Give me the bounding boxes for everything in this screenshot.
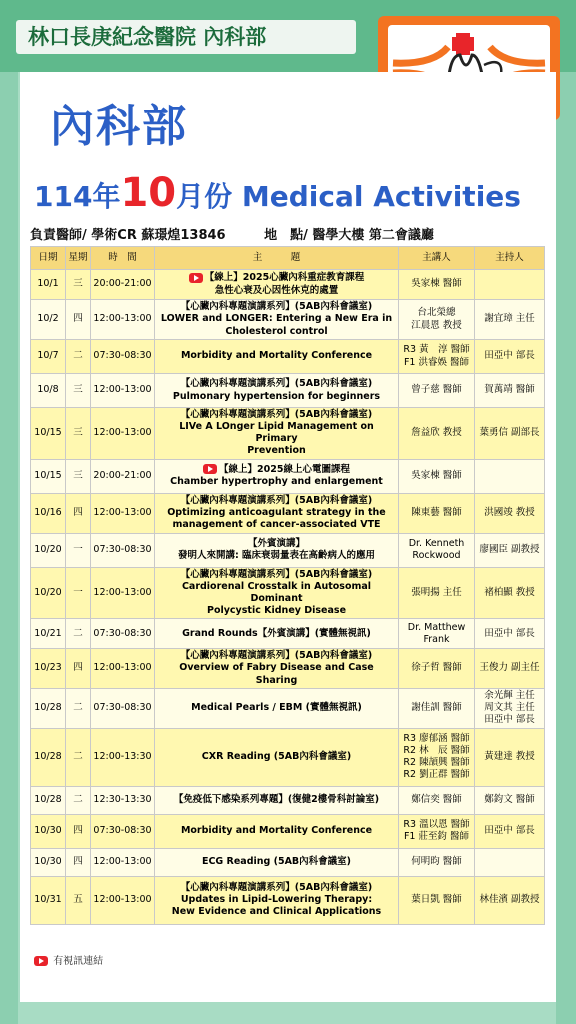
speaker-line: F1 莊至鈞 醫師 — [403, 831, 470, 843]
cell-speaker — [399, 340, 475, 374]
cell-day: 四 — [66, 649, 91, 688]
cell-speaker — [399, 493, 475, 533]
cell-day: 三 — [66, 459, 91, 493]
cell-date: 10/28 — [31, 728, 66, 786]
cell-day: 一 — [66, 567, 91, 619]
cell-date: 10/30 — [31, 848, 66, 876]
cell-time: 12:00-13:00 — [91, 300, 155, 340]
cell-host — [475, 567, 545, 619]
topic-line: Optimizing anticoagulant strategy in the — [167, 507, 386, 519]
host-line: 黃建達 教授 — [484, 751, 535, 763]
cell-day: 四 — [66, 814, 91, 848]
speaker-line: 謝佳訓 醫師 — [411, 702, 462, 714]
speaker-line: 何明昀 醫師 — [411, 856, 462, 868]
topic-line: New Evidence and Clinical Applications — [171, 906, 382, 918]
cell-day: 四 — [66, 300, 91, 340]
cell-topic — [155, 300, 399, 340]
cell-date: 10/1 — [31, 270, 66, 300]
cell-date: 10/20 — [31, 533, 66, 567]
cell-date: 10/28 — [31, 688, 66, 728]
cell-date: 10/2 — [31, 300, 66, 340]
table-row — [31, 300, 545, 340]
table-row — [31, 459, 545, 493]
col-header-time: 時 間 — [91, 247, 155, 270]
cell-host — [475, 459, 545, 493]
cell-topic — [155, 567, 399, 619]
cell-host — [475, 619, 545, 649]
video-link-icon[interactable] — [203, 464, 217, 474]
cell-speaker — [399, 270, 475, 300]
speaker-line: Rockwood — [412, 550, 461, 562]
table-row — [31, 814, 545, 848]
cell-speaker — [399, 408, 475, 460]
cell-topic — [155, 876, 399, 924]
table-row — [31, 533, 545, 567]
cell-speaker — [399, 876, 475, 924]
cell-topic — [155, 408, 399, 460]
cell-speaker — [399, 848, 475, 876]
host-line: 田亞中 部長 — [484, 350, 535, 362]
cell-host — [475, 270, 545, 300]
cell-speaker — [399, 649, 475, 688]
cell-host — [475, 688, 545, 728]
speaker-line: 張明揚 主任 — [411, 586, 462, 598]
cell-day: 二 — [66, 619, 91, 649]
topic-line: 【心臟內科專題演講系列】(5AB內科會議室) — [180, 494, 373, 506]
table-row — [31, 688, 545, 728]
topic-line: Medical Pearls / EBM (實體無視訊) — [191, 702, 362, 714]
meta-info — [30, 224, 434, 243]
host-line: 田亞中 部長 — [484, 825, 535, 837]
cell-time: 20:00-21:00 — [91, 270, 155, 300]
table-row — [31, 340, 545, 374]
cell-host — [475, 374, 545, 408]
topic-line: Updates in Lipid-Lowering Therapy: — [180, 894, 373, 906]
host-line: 謝宜璋 主任 — [484, 313, 535, 325]
speaker-line: 曾子慈 醫師 — [411, 384, 462, 396]
table-row — [31, 270, 545, 300]
cell-day: 二 — [66, 728, 91, 786]
cell-day: 四 — [66, 493, 91, 533]
table-row — [31, 408, 545, 460]
host-line: 褚柏顯 教授 — [484, 586, 535, 598]
cell-date: 10/15 — [31, 459, 66, 493]
topic-line: 【外賓演講】 — [247, 537, 305, 549]
host-line: 廖國臣 副教授 — [479, 544, 540, 556]
cell-speaker — [399, 374, 475, 408]
col-header-day: 星期 — [66, 247, 91, 270]
cell-date: 10/23 — [31, 649, 66, 688]
cell-host — [475, 814, 545, 848]
cell-host — [475, 533, 545, 567]
hospital-title: 林口長庚紀念醫院 內科部 — [16, 20, 356, 54]
host-line: 鄭鈞文 醫師 — [484, 794, 535, 806]
col-header-host: 主持人 — [475, 247, 545, 270]
cell-day: 二 — [66, 688, 91, 728]
host-line: 周文其 主任 — [484, 702, 535, 714]
speaker-line: Dr. Kenneth — [408, 537, 465, 549]
col-header-speaker: 主講人 — [399, 247, 475, 270]
speaker-line: 吳家棟 醫師 — [411, 470, 462, 482]
cell-time: 12:00-13:00 — [91, 876, 155, 924]
col-header-date: 日期 — [31, 247, 66, 270]
cell-speaker — [399, 533, 475, 567]
cell-topic — [155, 688, 399, 728]
cell-day: 二 — [66, 340, 91, 374]
cell-day: 五 — [66, 876, 91, 924]
cell-date: 10/21 — [31, 619, 66, 649]
topic-line: 【心臟內科專題演講系列】(5AB內科會議室) — [180, 301, 373, 313]
topic-line: 發明人來開講: 臨床衰弱量表在高齡病人的應用 — [177, 550, 376, 562]
topic-line: management of cancer-associated VTE — [172, 519, 381, 531]
cell-speaker — [399, 567, 475, 619]
table-row — [31, 876, 545, 924]
host-line: 余光輝 主任 — [484, 689, 535, 701]
topic-line: 【線上】2025心臟內科重症教育課程 — [157, 272, 396, 284]
host-line: 田亞中 部長 — [484, 627, 535, 639]
speaker-line: 葉日凱 醫師 — [411, 894, 462, 906]
cell-topic — [155, 848, 399, 876]
speaker-line: 陳東藝 醫師 — [411, 507, 462, 519]
headline-year: 114年 — [34, 180, 121, 213]
cell-topic — [155, 270, 399, 300]
headline-month: 10 — [120, 170, 177, 216]
topic-line: CXR Reading (5AB內科會議室) — [201, 751, 352, 763]
cell-time: 07:30-08:30 — [91, 814, 155, 848]
cell-host — [475, 649, 545, 688]
cell-host — [475, 408, 545, 460]
topic-line: 【心臟內科專題演講系列】(5AB內科會議室) — [180, 881, 373, 893]
cell-speaker — [399, 300, 475, 340]
cell-topic — [155, 374, 399, 408]
cell-day: 一 — [66, 533, 91, 567]
topic-line: 【線上】2025線上心電圖課程 — [157, 464, 396, 476]
decor-left — [0, 72, 18, 1024]
cell-speaker — [399, 786, 475, 814]
cell-time: 12:00-13:00 — [91, 408, 155, 460]
cell-time: 12:00-13:00 — [91, 493, 155, 533]
topic-line: Polycystic Kidney Disease — [206, 605, 347, 617]
topic-line: Prevention — [247, 445, 306, 457]
topic-line: Pulmonary hypertension for beginners — [172, 390, 381, 402]
topic-line: Cardiorenal Crosstalk in Autosomal Dominant — [181, 580, 372, 604]
legend — [34, 952, 103, 967]
speaker-line: 鄭信奕 醫師 — [411, 794, 462, 806]
cell-topic — [155, 340, 399, 374]
cell-topic — [155, 728, 399, 786]
cell-host — [475, 876, 545, 924]
table-row — [31, 728, 545, 786]
cell-topic — [155, 493, 399, 533]
table-header-row — [31, 247, 545, 270]
speaker-line: Frank — [423, 633, 450, 645]
schedule-table — [30, 246, 545, 925]
speaker-line: Dr. Matthew — [407, 621, 466, 633]
speaker-line: R3 溫以恩 醫師 — [403, 819, 470, 831]
cell-speaker — [399, 688, 475, 728]
topic-line: Cholesterol control — [225, 325, 328, 337]
cell-time: 12:00-13:00 — [91, 567, 155, 619]
host-line: 田亞中 部長 — [484, 714, 535, 726]
cell-speaker — [399, 459, 475, 493]
host-line: 林佳濱 副教授 — [479, 894, 540, 906]
cell-day: 三 — [66, 408, 91, 460]
cell-topic — [155, 786, 399, 814]
topic-line: Grand Rounds【外賓演講】(實體無視訊) — [182, 627, 371, 639]
department-title: 內科部 — [50, 101, 188, 152]
cell-time: 07:30-08:30 — [91, 340, 155, 374]
cell-time: 12:00-13:00 — [91, 649, 155, 688]
host-line: 葉勇信 副部長 — [479, 427, 540, 439]
speaker-line: 江晨恩 教授 — [411, 319, 462, 331]
speaker-line: 吳家棟 醫師 — [411, 278, 462, 290]
cell-host — [475, 848, 545, 876]
speaker-line: R3 黃 淳 醫師 — [403, 344, 470, 356]
cell-topic — [155, 814, 399, 848]
cell-day: 四 — [66, 848, 91, 876]
video-link-icon[interactable] — [189, 273, 203, 283]
topic-line: ECG Reading (5AB內科會議室) — [201, 856, 352, 868]
cell-topic — [155, 459, 399, 493]
cell-time: 12:00-13:30 — [91, 728, 155, 786]
cell-topic — [155, 649, 399, 688]
table-row — [31, 374, 545, 408]
cell-time: 07:30-08:30 — [91, 688, 155, 728]
organizer-text: 負責醫師/ 學術CR 蘇璟煌13846 — [30, 228, 226, 243]
topic-line: Chamber hypertrophy and enlargement — [170, 476, 383, 488]
cell-host — [475, 728, 545, 786]
cell-date: 10/20 — [31, 567, 66, 619]
topic-line: 【心臟內科專題演講系列】(5AB內科會議室) — [180, 568, 373, 580]
cell-day: 二 — [66, 786, 91, 814]
legend-text: 有視訊連結 — [53, 956, 104, 967]
cell-host — [475, 493, 545, 533]
cell-time: 07:30-08:30 — [91, 619, 155, 649]
topic-line: 急性心衰及心因性休克的處置 — [214, 284, 339, 296]
cell-speaker — [399, 728, 475, 786]
topic-line: LOWER and LONGER: Entering a New Era in — [160, 313, 393, 325]
table-row — [31, 649, 545, 688]
cell-date: 10/8 — [31, 374, 66, 408]
speaker-line: F1 洪睿娛 醫師 — [403, 356, 470, 368]
decor-right — [556, 72, 576, 1024]
host-line: 王俊力 副主任 — [479, 662, 540, 674]
headline-suffix: 月份 Medical Activities — [176, 180, 521, 213]
cell-date: 10/28 — [31, 786, 66, 814]
topic-line: Morbidity and Mortality Conference — [180, 350, 373, 362]
cell-time: 07:30-08:30 — [91, 533, 155, 567]
speaker-line: 詹益欣 教授 — [411, 427, 462, 439]
speaker-line: R2 陳頡興 醫師 — [403, 757, 470, 769]
cell-host — [475, 340, 545, 374]
cell-date: 10/7 — [31, 340, 66, 374]
table-row — [31, 619, 545, 649]
topic-line: 【心臟內科專題演講系列】(5AB內科會議室) — [180, 409, 373, 420]
cell-date: 10/15 — [31, 408, 66, 460]
host-line: 洪國竣 教授 — [484, 507, 535, 519]
topic-line: 【心臟內科專題演講系列】(5AB內科會議室) — [180, 650, 373, 662]
topic-line: LIVe A LOnger Lipid Management on Primary — [179, 421, 374, 445]
topic-line: Morbidity and Mortality Conference — [180, 825, 373, 837]
speaker-line: 徐子哲 醫師 — [411, 662, 462, 674]
video-link-icon — [34, 956, 48, 966]
speaker-line: R2 林 辰 醫師 — [403, 745, 470, 757]
speaker-line: R2 劉正群 醫師 — [403, 769, 470, 781]
topic-line: 【心臟內科專題演講系列】(5AB內科會議室) — [180, 378, 373, 390]
host-line: 賀萬靖 醫師 — [484, 384, 535, 396]
cell-speaker — [399, 619, 475, 649]
cell-date: 10/30 — [31, 814, 66, 848]
speaker-line: R3 廖郁涵 醫師 — [403, 732, 470, 744]
cell-day: 三 — [66, 270, 91, 300]
cell-time: 12:00-13:00 — [91, 848, 155, 876]
page-title — [34, 170, 554, 216]
cell-date: 10/31 — [31, 876, 66, 924]
topic-line: Overview of Fabry Disease and Case Sharing — [179, 662, 374, 686]
topic-line: 【免疫低下感染系列專題】(復健2樓骨科討論室) — [173, 794, 380, 806]
cell-topic — [155, 533, 399, 567]
speaker-line: 台北榮總 — [417, 307, 456, 319]
table-row — [31, 567, 545, 619]
cell-time: 12:00-13:00 — [91, 374, 155, 408]
cell-date: 10/16 — [31, 493, 66, 533]
cell-speaker — [399, 814, 475, 848]
location-text: 地 點/ 醫學大樓 第二會議廳 — [264, 228, 434, 243]
cell-host — [475, 300, 545, 340]
table-row — [31, 786, 545, 814]
col-header-topic: 主 題 — [155, 247, 399, 270]
cell-time: 12:30-13:30 — [91, 786, 155, 814]
cell-day: 三 — [66, 374, 91, 408]
cell-time: 20:00-21:00 — [91, 459, 155, 493]
table-row — [31, 493, 545, 533]
cell-topic — [155, 619, 399, 649]
table-row — [31, 848, 545, 876]
cell-host — [475, 786, 545, 814]
